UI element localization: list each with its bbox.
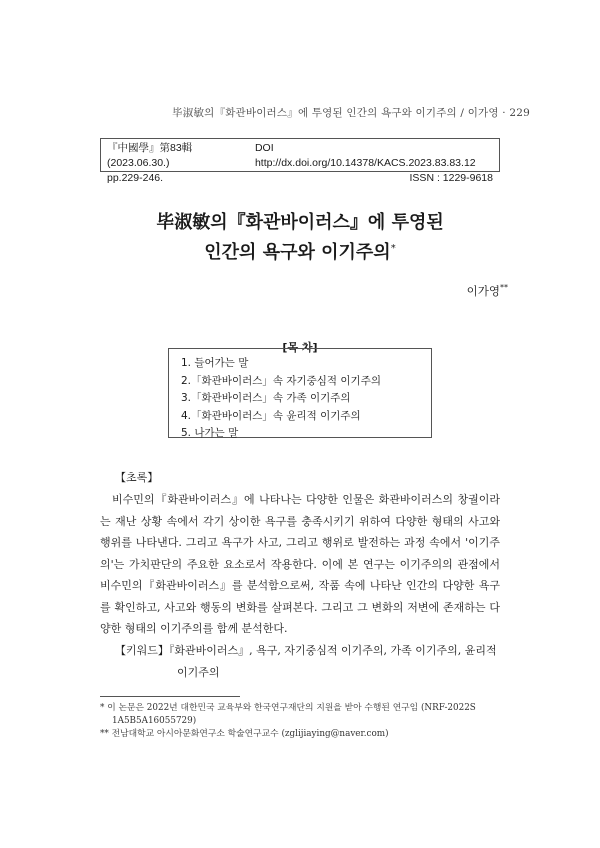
running-head: 毕淑敏의『화관바이러스』에 투영된 인간의 욕구와 이기주의 / 이가영 · 229 bbox=[172, 107, 530, 119]
footnote-1: * 이 논문은 2022년 대한민국 교육부와 한국연구재단의 지원을 받아 수행된 연구임 (NRF-2022S bbox=[100, 703, 476, 713]
page-range: pp.229-246. bbox=[107, 172, 164, 184]
keywords bbox=[115, 640, 500, 683]
footnote-1-continued: 1A5B5A16055729) bbox=[112, 716, 197, 726]
toc-item: 1. 들어가는 말 bbox=[181, 357, 249, 369]
issn: ISSN : 1229-9618 bbox=[409, 172, 493, 184]
toc-item: 3.「화관바이러스」속 가족 이기주의 bbox=[181, 392, 351, 404]
toc-item: 2.「화관바이러스」속 자기중심적 이기주의 bbox=[181, 374, 381, 387]
paper-title bbox=[60, 210, 540, 266]
toc-label: [목 차] bbox=[282, 341, 318, 354]
keywords-text: 『화관바이러스』, 욕구, 자기중심적 이기주의, 가족 이기주의, 윤리적 이기주의 bbox=[168, 644, 497, 679]
author-name: 이가영 bbox=[466, 284, 500, 298]
toc-item: 4.「화관바이러스」속 윤리적 이기주의 bbox=[181, 409, 361, 422]
keywords-label: 【키워드】 bbox=[115, 644, 169, 657]
toc-item: 5. 나가는 말 bbox=[181, 427, 239, 439]
footnote-2: ** 전남대학교 아시아문화연구소 학술연구교수 (zglijiaying@naver.com) bbox=[100, 729, 389, 739]
abstract-label: 【초록】 bbox=[115, 471, 159, 484]
author-footnote-mark[interactable]: ** bbox=[500, 283, 508, 293]
author bbox=[467, 283, 508, 299]
table-of-contents bbox=[168, 348, 432, 438]
title-footnote-mark[interactable]: * bbox=[390, 243, 396, 254]
footnotes bbox=[100, 702, 510, 741]
footnote-divider bbox=[100, 696, 240, 697]
publication-info-box bbox=[100, 138, 500, 184]
title-line-2: 인간의 욕구와 이기주의 bbox=[204, 242, 391, 263]
doi-link[interactable]: DOI http://dx.doi.org/10.14378/KACS.2023.83.83.12 bbox=[254, 142, 476, 169]
journal-info: 『中國學』第83輯 (2023.06.30.) bbox=[107, 142, 193, 169]
abstract-text: 비수민의『화관바이러스』에 나타나는 다양한 인물은 화관바이러스의 창궐이라는 재난 상황 속에서 각기 상이한 욕구를 충족시키기 위하여 다양한 형태의 사고와 행위를 나타낸다. 그리고 욕구가 사고, 그리고 행위로 발전하는 과정 속에서 '이기주의'는 가치판단의 주요한 요소로서 작용한다. 이에 본 연구는 이기주의의 관점에서 비수민의『화관바이러스』를 분석함으로써, 작품 속에 나타난 인간의 다양한 욕구를 확인하고, 사고와 행동의 변화를 살펴본다. 그리고 그 변화의 저변에 존재하는 다양한 형태의 이기주의를 함께 분석한다. bbox=[100, 493, 500, 635]
title-line-1: 毕淑敏의『화관바이러스』에 투영된 bbox=[156, 212, 444, 233]
